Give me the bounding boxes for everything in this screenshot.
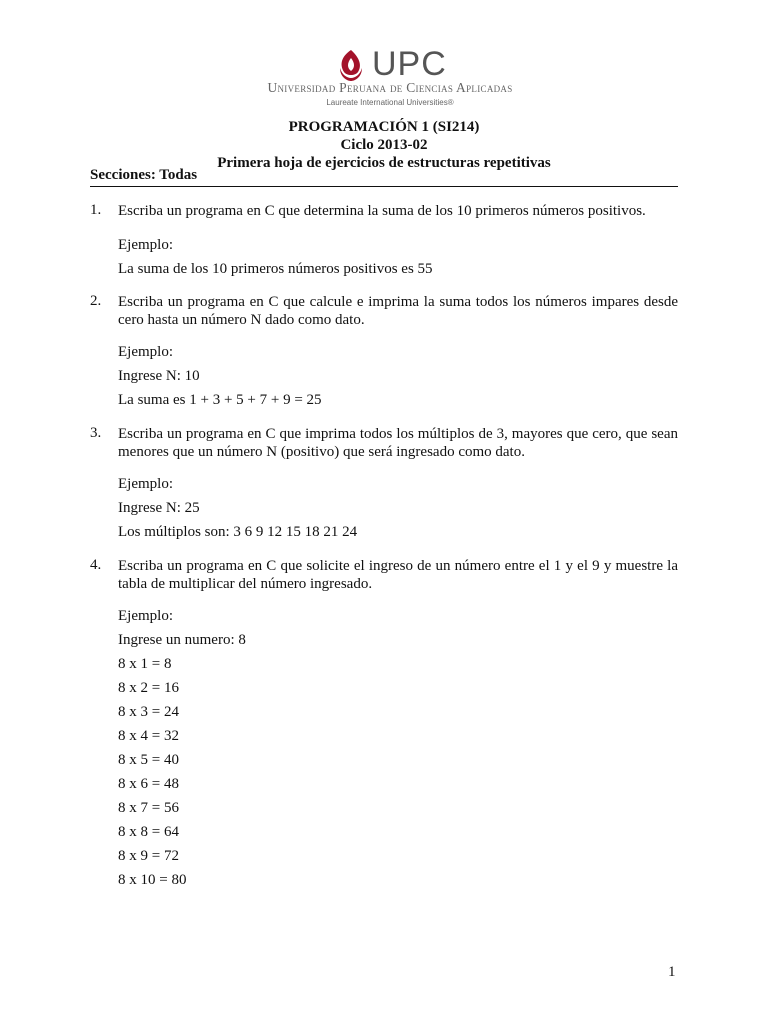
exercise-statement: Escriba un programa en C que imprima todos los múltiplos de 3, mayores que cero, que sean menores que un número N (positivo) que será ingresado como dato.: [118, 426, 678, 460]
example-line: 8 x 1 = 8: [118, 656, 172, 672]
cycle-label: Ciclo 2013-02: [340, 137, 428, 153]
example-line: 8 x 9 = 72: [118, 848, 179, 864]
course-title: PROGRAMACIÓN 1 (SI214): [288, 119, 480, 135]
exercise-statement: Escriba un programa en C que solicite el ingreso de un número entre el 1 y el 9 y muestre la tabla de multiplicar del número ingresado.: [118, 558, 678, 592]
exercise-statement: Escriba un programa en C que determina la suma de los 10 primeros números positivos.: [118, 203, 646, 219]
example-line: 8 x 7 = 56: [118, 800, 179, 816]
example-line: 8 x 8 = 64: [118, 824, 179, 840]
page-number: 1: [668, 964, 676, 980]
upc-logo: [267, 44, 514, 108]
example-line: 8 x 4 = 32: [118, 728, 179, 744]
example-line: Ingrese N: 25: [118, 500, 200, 516]
exercise-statement: Escriba un programa en C que calcule e imprima la suma todos los números impares desde cero hasta un número N dado como dato.: [118, 294, 678, 328]
exercise-number: 1.: [90, 202, 102, 218]
example-line: 8 x 5 = 40: [118, 752, 179, 768]
sheet-subtitle: Primera hoja de ejercicios de estructuras repetitivas: [217, 155, 551, 171]
exercise-number: 3.: [90, 425, 102, 441]
example-label: Ejemplo:: [118, 608, 173, 624]
upc-emblem-icon: [334, 48, 368, 82]
example-label: Ejemplo:: [118, 476, 173, 492]
exercise-2: [90, 293, 678, 329]
logo-network-text: Laureate International Universities®: [326, 98, 454, 107]
example-line: 8 x 2 = 16: [118, 680, 179, 696]
example-label: Ejemplo:: [118, 344, 173, 360]
exercise-number: 2.: [90, 293, 102, 309]
exercise-1: [90, 202, 678, 220]
example-line: Los múltiplos son: 3 6 9 12 15 18 21 24: [118, 524, 358, 540]
logo-brand-text: UPC: [372, 45, 447, 83]
sections-label: Secciones: Todas: [90, 166, 678, 187]
example-line: La suma de los 10 primeros números positivos es 55: [118, 261, 433, 277]
example-line: 8 x 6 = 48: [118, 776, 179, 792]
exercise-number: 4.: [90, 557, 102, 573]
example-line: 8 x 3 = 24: [118, 704, 179, 720]
example-line: La suma es 1 + 3 + 5 + 7 + 9 = 25: [118, 392, 322, 408]
document-header: [90, 118, 678, 172]
logo-university-text: Universidad Peruana de Ciencias Aplicadas: [267, 80, 513, 95]
example-line: Ingrese un numero: 8: [118, 632, 246, 648]
exercise-4: [90, 557, 678, 593]
example-line: Ingrese N: 10: [118, 368, 200, 384]
example-label: Ejemplo:: [118, 237, 173, 253]
example-line: 8 x 10 = 80: [118, 872, 187, 888]
exercise-3: [90, 425, 678, 461]
